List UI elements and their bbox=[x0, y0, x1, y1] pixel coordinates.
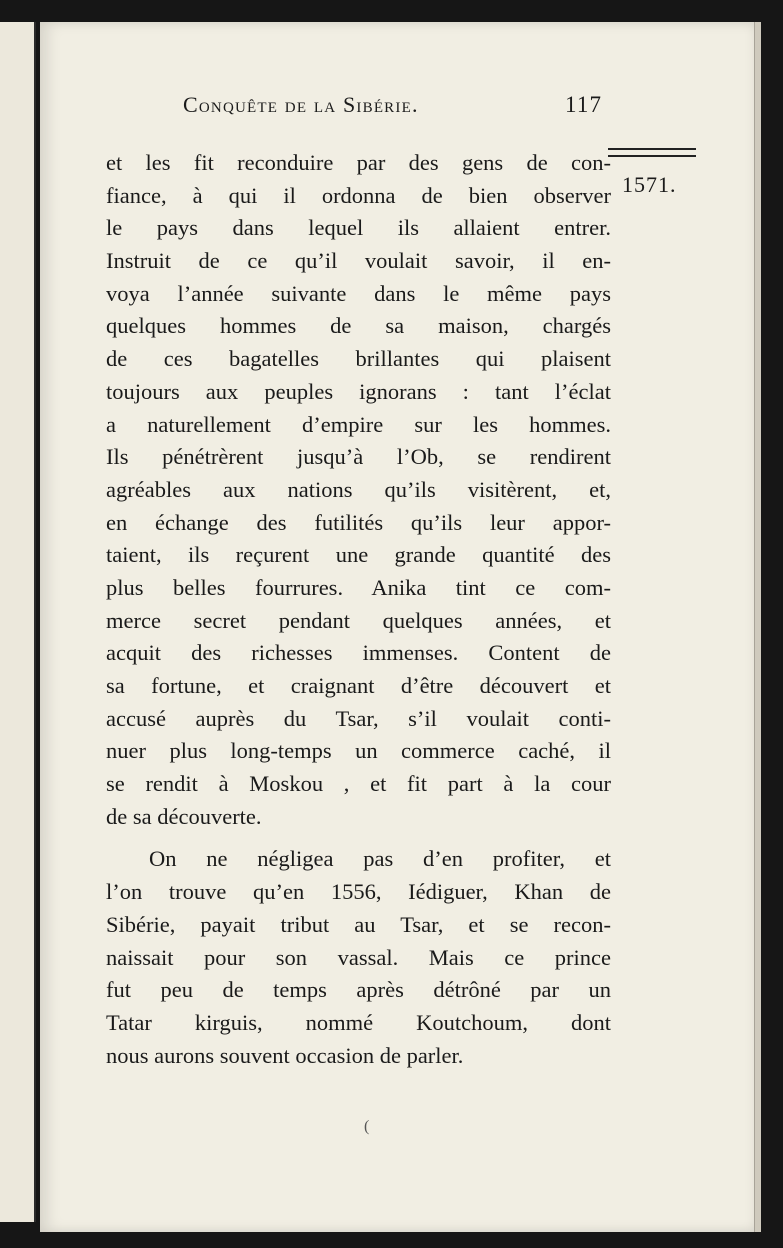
text-line: acquit des richesses immenses. Content de bbox=[106, 640, 611, 666]
text-line: plus belles fourrures. Anika tint ce com- bbox=[106, 574, 611, 600]
text-line: en échange des futilités qu’ils leur appor- bbox=[106, 509, 611, 535]
text-line: Sibérie, payait tribut au Tsar, et se recon- bbox=[106, 911, 611, 937]
text-line: fiance, à qui il ordonna de bien observer bbox=[106, 182, 611, 208]
text-line: voya l’année suivante dans le même pays bbox=[106, 280, 611, 306]
text-line: quelques hommes de sa maison, chargés bbox=[106, 313, 611, 339]
text-line: agréables aux nations qu’ils visitèrent, et, bbox=[106, 476, 611, 502]
text-line: taient, ils reçurent une grande quantité des bbox=[106, 542, 611, 568]
text-line: Tatar kirguis, nommé Koutchoum, dont bbox=[106, 1009, 611, 1035]
text-line: Instruit de ce qu’il voulait savoir, il en- bbox=[106, 248, 611, 274]
body-text bbox=[106, 147, 611, 1072]
text-line: accusé auprès du Tsar, s’il voulait conti- bbox=[106, 705, 611, 731]
right-page-edge bbox=[754, 22, 761, 1232]
running-title: Conquête de la Sibérie. bbox=[183, 92, 419, 117]
running-head bbox=[183, 92, 613, 126]
text-line: a naturellement d’empire sur les hommes. bbox=[106, 411, 611, 437]
text-line: Ils pénétrèrent jusqu’à l’Ob, se rendirent bbox=[106, 444, 611, 470]
paragraph-2 bbox=[106, 843, 611, 1072]
text-line: et les fit reconduire par des gens de con- bbox=[106, 150, 611, 175]
margin-date: 1571. bbox=[622, 172, 677, 197]
text-line: l’on trouve qu’en 1556, Iédiguer, Khan de bbox=[106, 879, 611, 905]
text-line: de sa découverte. bbox=[106, 803, 262, 829]
text-line: se rendit à Moskou , et fit part à la cour bbox=[106, 771, 611, 797]
text-line: le pays dans lequel ils allaient entrer. bbox=[106, 215, 611, 241]
page-number: 117 bbox=[565, 92, 603, 117]
text-line: nous aurons souvent occasion de parler. bbox=[106, 1042, 464, 1068]
text-line: nuer plus long-temps un commerce caché, il bbox=[106, 738, 611, 764]
text-line: naissait pour son vassal. Mais ce prince bbox=[106, 944, 611, 970]
bottom-mark: ( bbox=[364, 1118, 370, 1135]
text-line: de ces bagatelles brillantes qui plaisent bbox=[106, 346, 611, 372]
text-line: On ne négligea pas d’en profiter, et bbox=[149, 846, 611, 872]
margin-double-rule bbox=[608, 148, 696, 157]
text-line: toujours aux peuples ignorans : tant l’éclat bbox=[106, 378, 611, 404]
text-line: fut peu de temps après détrôné par un bbox=[106, 977, 611, 1003]
text-line: merce secret pendant quelques années, et bbox=[106, 607, 611, 633]
text-line: sa fortune, et craignant d’être découvert et bbox=[106, 673, 611, 698]
left-page-edge bbox=[0, 22, 36, 1222]
paragraph-1 bbox=[106, 147, 611, 833]
